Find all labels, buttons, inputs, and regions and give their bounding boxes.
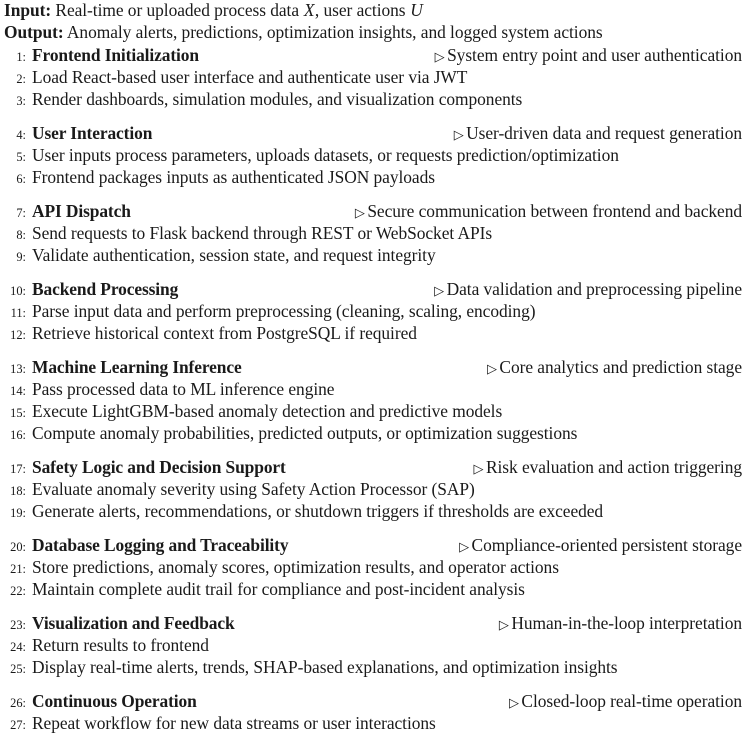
line-body [32,45,744,67]
stage-heading: Visualization and Feedback [32,613,235,634]
stage-heading: API Dispatch [32,201,131,222]
line-body [32,279,744,301]
comment-text: Compliance-oriented persistent storage [471,535,742,556]
algorithm-line [0,401,744,423]
algorithm-line [0,357,744,379]
line-number: 25 : [0,659,26,681]
algorithm-line [0,713,744,735]
step-statement: Maintain complete audit trail for compliance and post-incident analysis [32,578,525,599]
line-body [32,501,744,523]
algorithm-line [0,301,744,323]
algorithm-line [0,89,744,111]
stage-heading: User Interaction [32,123,153,144]
step-statement: Compute anomaly probabilities, predicted outputs, or optimization suggestions [32,422,578,443]
line-comment [199,45,744,67]
input-variable-u: U [410,0,423,20]
line-number: 24 : [0,637,26,659]
line-number: 4 : [0,125,26,147]
line-body [32,379,744,401]
comment-text: Human-in-the-loop interpretation [511,613,742,634]
algorithm-step-list [0,45,744,735]
algorithm-line [0,457,744,479]
input-variable-x: X [303,0,315,20]
algorithm-line [0,223,744,245]
line-comment [242,357,744,379]
line-number: 18 : [0,481,26,503]
algorithm-line [0,167,744,189]
stage-heading: Safety Logic and Decision Support [32,457,286,478]
comment-text: Risk evaluation and action triggering [485,457,742,478]
line-body [32,245,744,267]
comment-triangle-icon: ▷ [434,282,445,298]
algorithm-io-preamble [0,0,744,43]
algorithm-line [0,657,744,679]
step-statement: Send requests to Flask backend through REST or WebSocket APIs [32,223,493,243]
line-body [32,89,744,111]
algorithm-line [0,635,744,657]
line-number: 26 : [0,693,26,715]
step-statement: Repeat workflow for new data streams or user interactions [32,713,436,734]
line-body [32,301,744,323]
comment-triangle-icon: ▷ [486,360,497,376]
line-number: 16 : [0,425,26,447]
line-number: 21 : [0,559,26,581]
algorithm-line [0,45,744,67]
line-comment [131,201,744,223]
line-number: 3 : [0,91,26,113]
line-body [32,357,744,379]
input-text-part-2: , user actions [314,0,406,20]
algorithm-line [0,479,744,501]
line-body [32,145,744,167]
comment-triangle-icon: ▷ [453,126,464,142]
comment-text: Closed-loop real-time operation [521,691,742,712]
step-statement: Store predictions, anomaly scores, optimization results, and operator actions [32,556,559,577]
line-body [32,657,744,679]
line-number: 2 : [0,69,26,91]
step-statement: Evaluate anomaly severity using Safety Action Processor (SAP) [32,478,475,499]
line-number: 22 : [0,581,26,603]
comment-triangle-icon: ▷ [459,538,470,554]
step-statement: Generate alerts, recommendations, or shutdown triggers if thresholds are exceeded [32,500,604,521]
algorithm-output-line [4,22,742,44]
line-number: 8 : [0,225,26,247]
line-body [32,713,744,735]
line-body [32,557,744,579]
line-number: 23 : [0,615,26,637]
comment-triangle-icon: ▷ [508,694,519,710]
line-number: 7 : [0,203,26,225]
algorithm-line [0,557,744,579]
step-statement: Retrieve historical context from PostgreSQL if required [32,322,417,343]
line-comment [288,535,744,557]
output-text: Anomaly alerts, predictions, optimization insights, and logged system actions [66,21,603,42]
line-body [32,579,744,601]
comment-triangle-icon: ▷ [498,616,509,632]
comment-text: System entry point and user authentication [447,45,742,66]
line-comment [178,279,744,301]
comment-triangle-icon: ▷ [354,204,365,220]
algorithm-line [0,423,744,445]
algorithm-line [0,123,744,145]
step-statement: User inputs process parameters, uploads datasets, or requests prediction/optimization [32,144,619,165]
line-number: 12 : [0,325,26,347]
algorithm-line [0,201,744,223]
line-body [32,123,744,145]
step-statement: Pass processed data to ML inference engine [32,379,335,400]
step-statement: Frontend packages inputs as authenticated JSON payloads [32,166,435,187]
step-statement: Execute LightGBM-based anomaly detection and predictive models [32,400,503,421]
line-number: 11 : [0,303,26,325]
step-statement: Load React-based user interface and authenticate user via JWT [32,66,468,87]
line-number: 14 : [0,381,26,403]
algorithm-line [0,501,744,523]
line-number: 6 : [0,169,26,191]
line-body [32,635,744,657]
line-body [32,479,744,501]
comment-text: User-driven data and request generation [466,123,742,144]
step-statement: Parse input data and perform preprocessing (cleaning, scaling, encoding) [32,301,536,322]
algorithm-line [0,245,744,267]
algorithm-line [0,323,744,345]
line-number: 10 : [0,281,26,303]
line-body [32,167,744,189]
line-number: 13 : [0,359,26,381]
line-comment [152,123,744,145]
input-text-part-1: Real-time or uploaded process data [55,0,300,20]
algorithm-input-line [4,0,742,22]
line-comment [197,691,744,713]
comment-text: Core analytics and prediction stage [499,357,742,378]
stage-heading: Continuous Operation [32,691,197,712]
algorithm-line [0,535,744,557]
stage-heading: Frontend Initialization [32,45,199,66]
line-number: 5 : [0,147,26,169]
algorithm-line [0,579,744,601]
stage-heading: Backend Processing [32,279,179,300]
output-label: Output: [4,21,64,42]
line-body [32,457,744,479]
line-body [32,401,744,423]
step-statement: Render dashboards, simulation modules, and visualization components [32,88,523,109]
line-number: 19 : [0,503,26,525]
step-statement: Display real-time alerts, trends, SHAP-based explanations, and optimization insights [32,656,618,677]
stage-heading: Machine Learning Inference [32,357,242,378]
line-body [32,223,744,245]
algorithm-line [0,691,744,713]
input-label: Input: [4,0,52,20]
line-number: 17 : [0,459,26,481]
line-number: 27 : [0,715,26,737]
algorithm-line [0,67,744,89]
line-number: 1 : [0,47,26,69]
line-comment [235,613,744,635]
comment-triangle-icon: ▷ [434,48,445,64]
algorithm-line [0,145,744,167]
line-body [32,67,744,89]
line-body [32,323,744,345]
step-statement: Validate authentication, session state, and request integrity [32,244,436,265]
line-number: 20 : [0,537,26,559]
line-body [32,535,744,557]
line-body [32,691,744,713]
line-body [32,201,744,223]
comment-triangle-icon: ▷ [473,460,484,476]
line-number: 9 : [0,247,26,269]
line-body [32,423,744,445]
algorithm-line [0,613,744,635]
line-number: 15 : [0,403,26,425]
line-comment [286,457,744,479]
comment-text: Data validation and preprocessing pipeline [446,279,742,300]
line-body [32,613,744,635]
algorithm-line [0,279,744,301]
comment-text: Secure communication between frontend and backend [367,201,742,222]
algorithm-line [0,379,744,401]
step-statement: Return results to frontend [32,635,209,655]
stage-heading: Database Logging and Traceability [32,535,289,556]
